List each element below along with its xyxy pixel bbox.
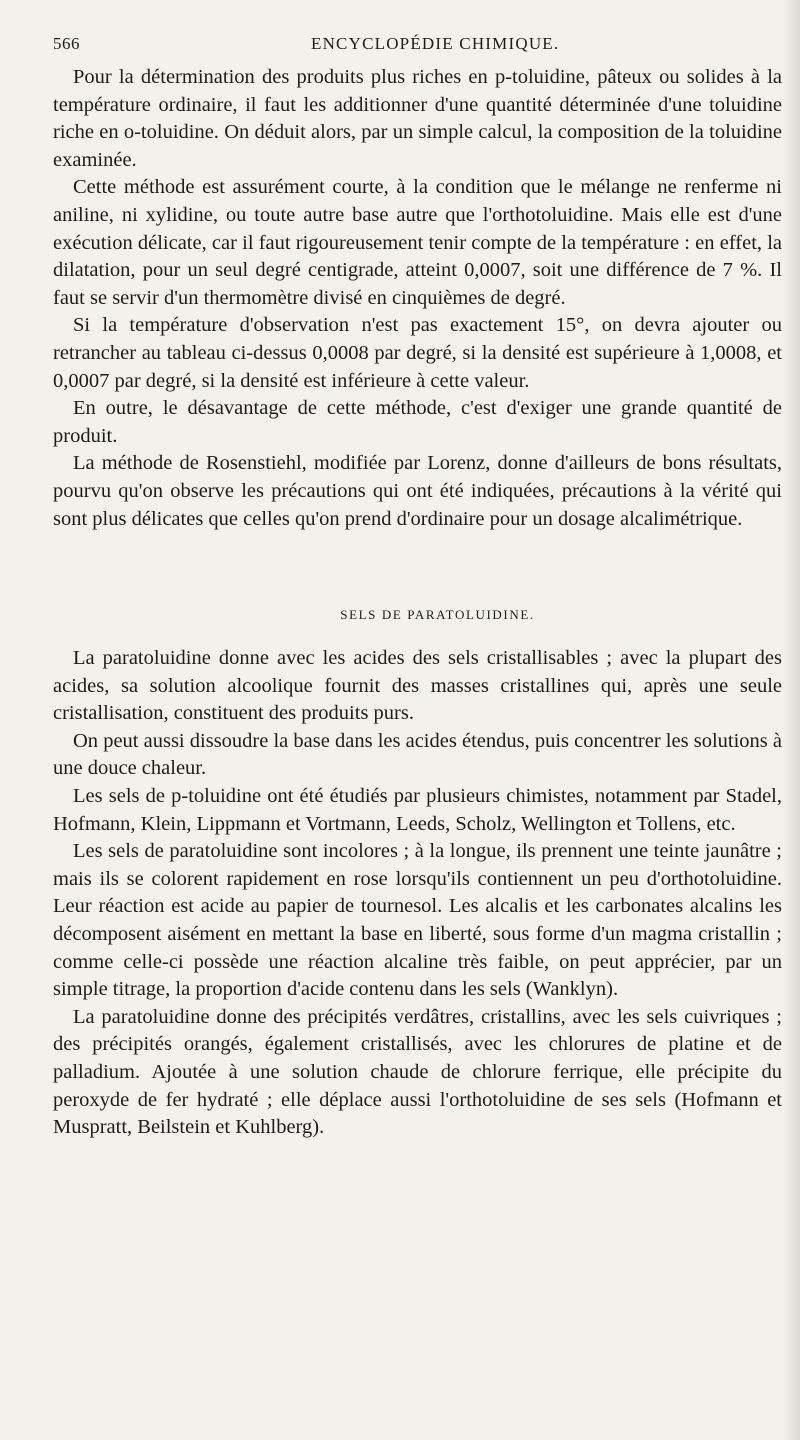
section-salts-text [53, 645, 782, 1142]
section-intro-text [53, 64, 782, 533]
paragraph: Les sels de paratoluidine sont incolores ; à la longue, ils prennent une teinte jaunâtre ; mais ils se colorent rapidement en rose lorsqu'ils contiennent un peu d'orthotoluidine. Leur réaction est acide au papier de tournesol. Les alcalis et les carbonates alcalins les décomposent aisément en mettant la base en liberté, sous forme d'un magma cristallin ; comme celle-ci possède une réaction alcaline très faible, on peut apprécier, par un simple titrage, la proportion d'acide contenu dans les sels (Wanklyn). [53, 840, 782, 1001]
page-number: 566 [53, 34, 80, 53]
paragraph: Les sels de p-toluidine ont été étudiés par plusieurs chimistes, notamment par Stadel, Hofmann, Klein, Lippmann et Vortmann, Leeds, Scholz, Wellington et Tollens, etc. [53, 785, 782, 835]
paragraph: Pour la détermination des produits plus riches en p-toluidine, pâteux ou solides à la température ordinaire, il faut les additionner d'une quantité déterminée d'une toluidine riche en o-toluidine. On déduit alors, par un simple calcul, la composition de la toluidine examinée. [53, 66, 782, 171]
paragraph: En outre, le désavantage de cette méthode, c'est d'exiger une grande quantité de produit. [53, 397, 782, 447]
paragraph: La paratoluidine donne avec les acides des sels cristallisables ; avec la plupart des acides, sa solution alcoolique fournit des masses cristallines qui, après une seule cristallisation, constituent des produits purs. [53, 647, 782, 725]
running-title: ENCYCLOPÉDIE CHIMIQUE. [311, 34, 560, 53]
paragraph: Cette méthode est assurément courte, à la condition que le mélange ne renferme ni aniline, ni xylidine, ou toute autre base autre que l'orthotoluidine. Mais elle est d'une exécution délicate, car il faut rigoureusement tenir compte de la température : en effet, la dilatation, pour un seul degré centigrade, atteint 0,0007, soit une différence de 7 %. Il faut se servir d'un thermomètre divisé en cinquièmes de degré. [53, 176, 782, 309]
section-heading: SELS DE PARATOLUIDINE. [340, 607, 535, 623]
paragraph: La paratoluidine donne des précipités verdâtres, cristallins, avec les sels cuivriques ; des précipités orangés, également cristallisés, avec les chlorures de platine et de palladium. Ajoutée à une solution chaude de chlorure ferrique, elle précipite du peroxyde de fer hydraté ; elle déplace aussi l'orthotoluidine de ses sels (Hofmann et Muspratt, Beilstein et Kuhlberg). [53, 1005, 782, 1139]
paragraph: On peut aussi dissoudre la base dans les acides étendus, puis concentrer les solutions à une douce chaleur. [53, 729, 782, 780]
paragraph: La méthode de Rosenstiehl, modifiée par Lorenz, donne d'ailleurs de bons résultats, pourvu qu'on observe les précautions qui ont été indiquées, précautions à la vérité qui sont plus délicates que celles qu'on prend d'ordinaire pour un dosage alcalimétrique. [53, 452, 782, 530]
page-edge-shadow [784, 0, 800, 1440]
running-head [53, 30, 782, 58]
paragraph: Si la température d'observation n'est pas exactement 15°, on devra ajouter ou retrancher au tableau ci-dessus 0,0008 par degré, si la densité est supérieure à 1,0008, et 0,0007 par degré, si la densité est inférieure à cette valeur. [53, 314, 782, 392]
